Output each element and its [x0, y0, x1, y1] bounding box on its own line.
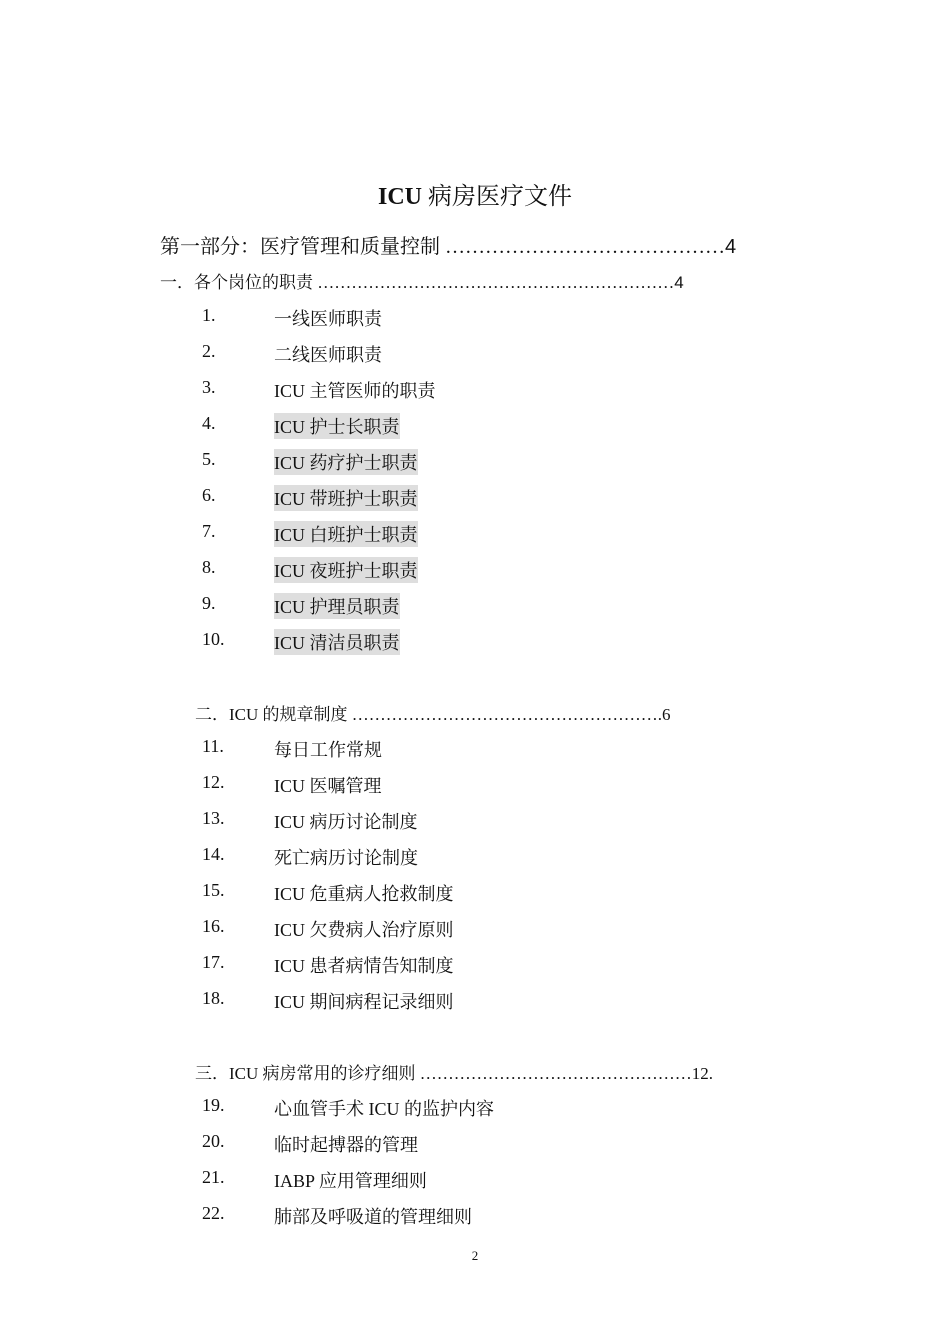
item-text: ICU 夜班护士职责 [274, 557, 418, 583]
item-number: 2. [202, 341, 216, 361]
item-text: ICU 欠费病人治疗原则 [274, 920, 454, 940]
item-text: IABP 应用管理细则 [274, 1171, 427, 1191]
item-text: 肺部及呼吸道的管理细则 [274, 1207, 472, 1227]
item-text: 每日工作常规 [274, 740, 382, 760]
section-dots: ……………………………………………… [347, 705, 658, 724]
item-number: 5. [202, 449, 216, 469]
section-page: .6 [657, 705, 671, 724]
page-number: 2 [471, 1248, 479, 1263]
part-dots: …………………………………… [440, 236, 725, 258]
item-number: 21. [202, 1167, 225, 1187]
item-text: ICU 药疗护士职责 [274, 449, 418, 475]
item-number: 17. [202, 952, 225, 972]
item-number: 22. [202, 1203, 225, 1223]
toc-section-2[interactable] [195, 700, 671, 725]
item-number: 15. [202, 880, 225, 900]
item-number: 19. [202, 1095, 225, 1115]
section-dots: ……………………………………………………… [313, 273, 675, 292]
item-text: ICU 清洁员职责 [274, 629, 400, 655]
item-number: 18. [202, 988, 225, 1008]
item-number: 8. [202, 557, 216, 577]
item-text: 临时起搏器的管理 [274, 1135, 418, 1155]
item-text: ICU 患者病情告知制度 [274, 956, 454, 976]
item-number: 16. [202, 916, 225, 936]
item-number: 4. [202, 413, 216, 433]
item-text: ICU 白班护士职责 [274, 521, 418, 547]
part-label: 第一部分：医疗管理和质量控制 [160, 236, 440, 258]
section-page: 4 [674, 273, 684, 292]
item-text: 死亡病历讨论制度 [274, 848, 418, 868]
item-number: 11. [202, 736, 224, 756]
item-number: 13. [202, 808, 225, 828]
item-number: 9. [202, 593, 216, 613]
item-text: 心血管手术 ICU 的监护内容 [274, 1099, 494, 1119]
item-text: ICU 病历讨论制度 [274, 812, 418, 832]
item-text: 二线医师职责 [274, 345, 382, 365]
section-label: 三．ICU 病房常用的诊疗细则 [195, 1064, 416, 1083]
toc-section-3[interactable] [195, 1059, 713, 1084]
item-text: ICU 危重病人抢救制度 [274, 884, 454, 904]
section-dots: ………………………………………… [415, 1064, 692, 1083]
item-text: ICU 主管医师的职责 [274, 381, 436, 401]
item-number: 3. [202, 377, 216, 397]
part-page: 4 [725, 236, 737, 258]
item-number: 1. [202, 305, 216, 325]
item-text: ICU 护士长职责 [274, 413, 400, 439]
item-text: ICU 带班护士职责 [274, 485, 418, 511]
toc-section-1[interactable] [160, 268, 684, 293]
item-text: 一线医师职责 [274, 309, 382, 329]
section-label: 一．各个岗位的职责 [160, 273, 313, 292]
document-title [0, 176, 950, 211]
item-number: 7. [202, 521, 216, 541]
item-text: ICU 医嘱管理 [274, 776, 382, 796]
title-zh: 病房医疗文件 [422, 184, 572, 210]
toc-part-heading[interactable] [160, 230, 736, 259]
section-label: 二．ICU 的规章制度 [195, 705, 348, 724]
item-number: 10. [202, 629, 225, 649]
title-en: ICU [377, 184, 422, 210]
item-text: ICU 护理员职责 [274, 593, 400, 619]
item-number: 6. [202, 485, 216, 505]
item-number: 20. [202, 1131, 225, 1151]
section-page: 12. [691, 1064, 714, 1083]
item-number: 12. [202, 772, 225, 792]
item-number: 14. [202, 844, 225, 864]
item-text: ICU 期间病程记录细则 [274, 992, 454, 1012]
